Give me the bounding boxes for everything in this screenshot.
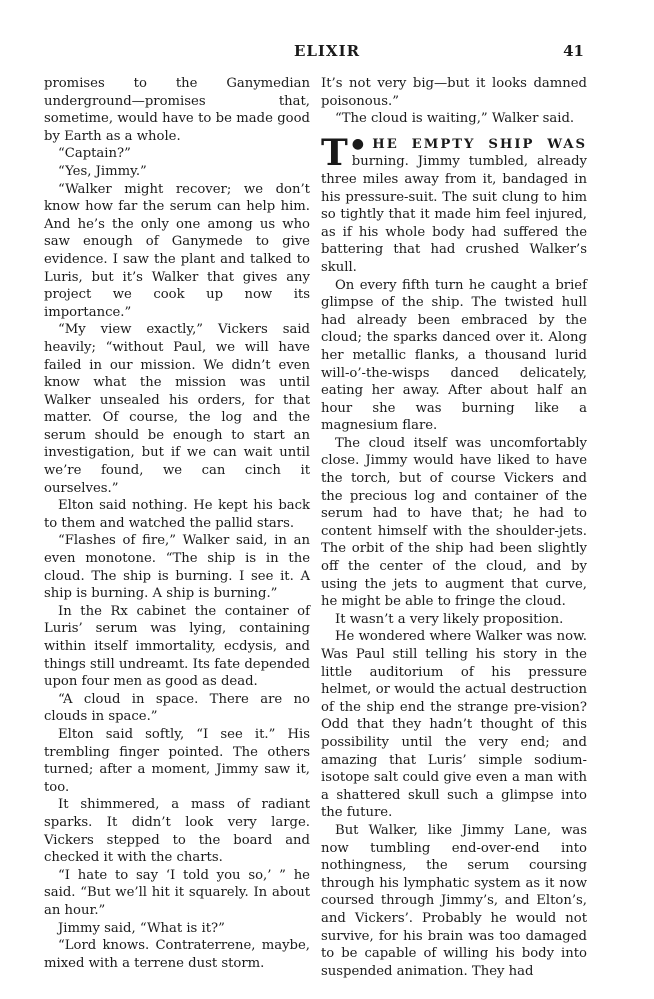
right-column-intro	[321, 75, 587, 128]
paragraph: Jimmy said, “What is it?”	[58, 920, 225, 936]
opening-text: burning. Jimmy tumbled, already three miles away from it, bandaged in his pressure-suit. The suit clung to him so tightly that it made him feel injured, as if his whole body had suffered the battering that had crushed Walker’s skull.	[321, 154, 587, 275]
paragraph: “The cloud is waiting,” Walker said.	[335, 111, 575, 127]
paragraph: But Walker, like Jimmy Lane, was now tumbling end-over-end into nothingness, the serum coursing through his lymphatic system as it now coursed through Jimmy’s, and Elton’s, and Vickers’. Probably he would not survive, for his brain was too damaged to be capable of willing his body into suspended animation. They had	[321, 822, 587, 979]
page-number: 41	[563, 42, 584, 60]
section-opening	[321, 131, 587, 277]
paragraph: It shimmered, a mass of radiant sparks. It didn’t look very large. Vickers stepped to the board and checked it with the charts.	[44, 797, 310, 866]
paragraph: It wasn’t a very likely proposition.	[335, 611, 564, 627]
paragraph: “Yes, Jimmy.”	[58, 163, 147, 179]
section-bullet: ●	[351, 135, 371, 152]
right-column-body	[321, 277, 587, 981]
paragraph: “Lord knows. Contraterrene, maybe, mixed with a terrene dust storm.	[44, 938, 310, 971]
paragraph: Elton said softly, “I see it.” His trembling finger pointed. The others turned; after a moment, Jimmy saw it, too.	[44, 726, 310, 795]
running-title: ELIXIR	[293, 42, 361, 60]
paragraph: “My view exactly,” Vickers said heavily; “without Paul, we will have failed in our mission. We didn’t even know what the mission was until Walker unsealed his orders, for that matter. Of course, the log and the serum should be enough to start an investigation, but if we can wait until we’re found, we can cinch it ourselves.”	[44, 322, 310, 496]
paragraph: “Walker might recover; we don’t know how far the serum can help him. And he’s the only one among us who saw enough of Ganymede to give evidence. I saw the plant and talked to Luris, but it’s Walker that gives any project we cook up now its importance.”	[44, 181, 310, 320]
paragraph: “I hate to say ‘I told you so,’ ” he said. “But we’ll hit it squarely. In about an hour.”	[44, 867, 310, 918]
drop-cap: T	[321, 131, 348, 174]
left-column	[44, 75, 310, 972]
paragraph: “Flashes of fire,” Walker said, in an even monotone. “The ship is in the cloud. The ship is burning. I see it. A ship is burning. A ship is burning.”	[44, 533, 310, 602]
paragraph: It’s not very big—but it looks damned poisonous.”	[321, 76, 587, 109]
right-column	[321, 75, 587, 980]
opening-caps: HE EMPTY SHIP WAS	[372, 136, 587, 152]
paragraph: “A cloud in space. There are no clouds in space.”	[44, 691, 310, 725]
paragraph: On every fifth turn he caught a brief glimpse of the ship. The twisted hull had already been embraced by the cloud; the sparks danced over it. Along her metallic flanks, a thousand lurid will-o’-the-wisps danced delicately, eating her away. After about half an hour she was burning like a magnesium flare.	[321, 277, 587, 434]
paragraph: promises to the Ganymedian underground—promises that, sometime, would have to be made good by Earth as a whole.	[44, 76, 310, 144]
page-header	[0, 40, 654, 62]
paragraph: The cloud itself was uncomfortably close. Jimmy would have liked to have the torch, but of course Vickers and the precious log and container of the serum had to have that; he had to content himself with the shoulder-jets. The orbit of the ship had been slightly off the center of the cloud, and by using the jets to augment that curve, he might be able to fringe the cloud.	[321, 435, 587, 610]
paragraph: He wondered where Walker was now. Was Paul still telling his story in the little auditorium of his pressure helmet, or would the actual destruction of the ship end the strange pre-vision? Odd that they hadn’t thought of this possibility until the very end; and amazing that Luris’ simple sodium-isotope salt could give even a man with a shattered skull such a glimpse into the future.	[321, 629, 587, 821]
paragraph: In the Rx cabinet the container of Luris’ serum was lying, containing within itself immortality, ecdysis, and things still undreamt. Its fate depended upon four men as good as dead.	[44, 603, 310, 690]
paragraph: Elton said nothing. He kept his back to them and watched the pallid stars.	[44, 498, 310, 531]
paragraph: “Captain?”	[58, 146, 131, 162]
